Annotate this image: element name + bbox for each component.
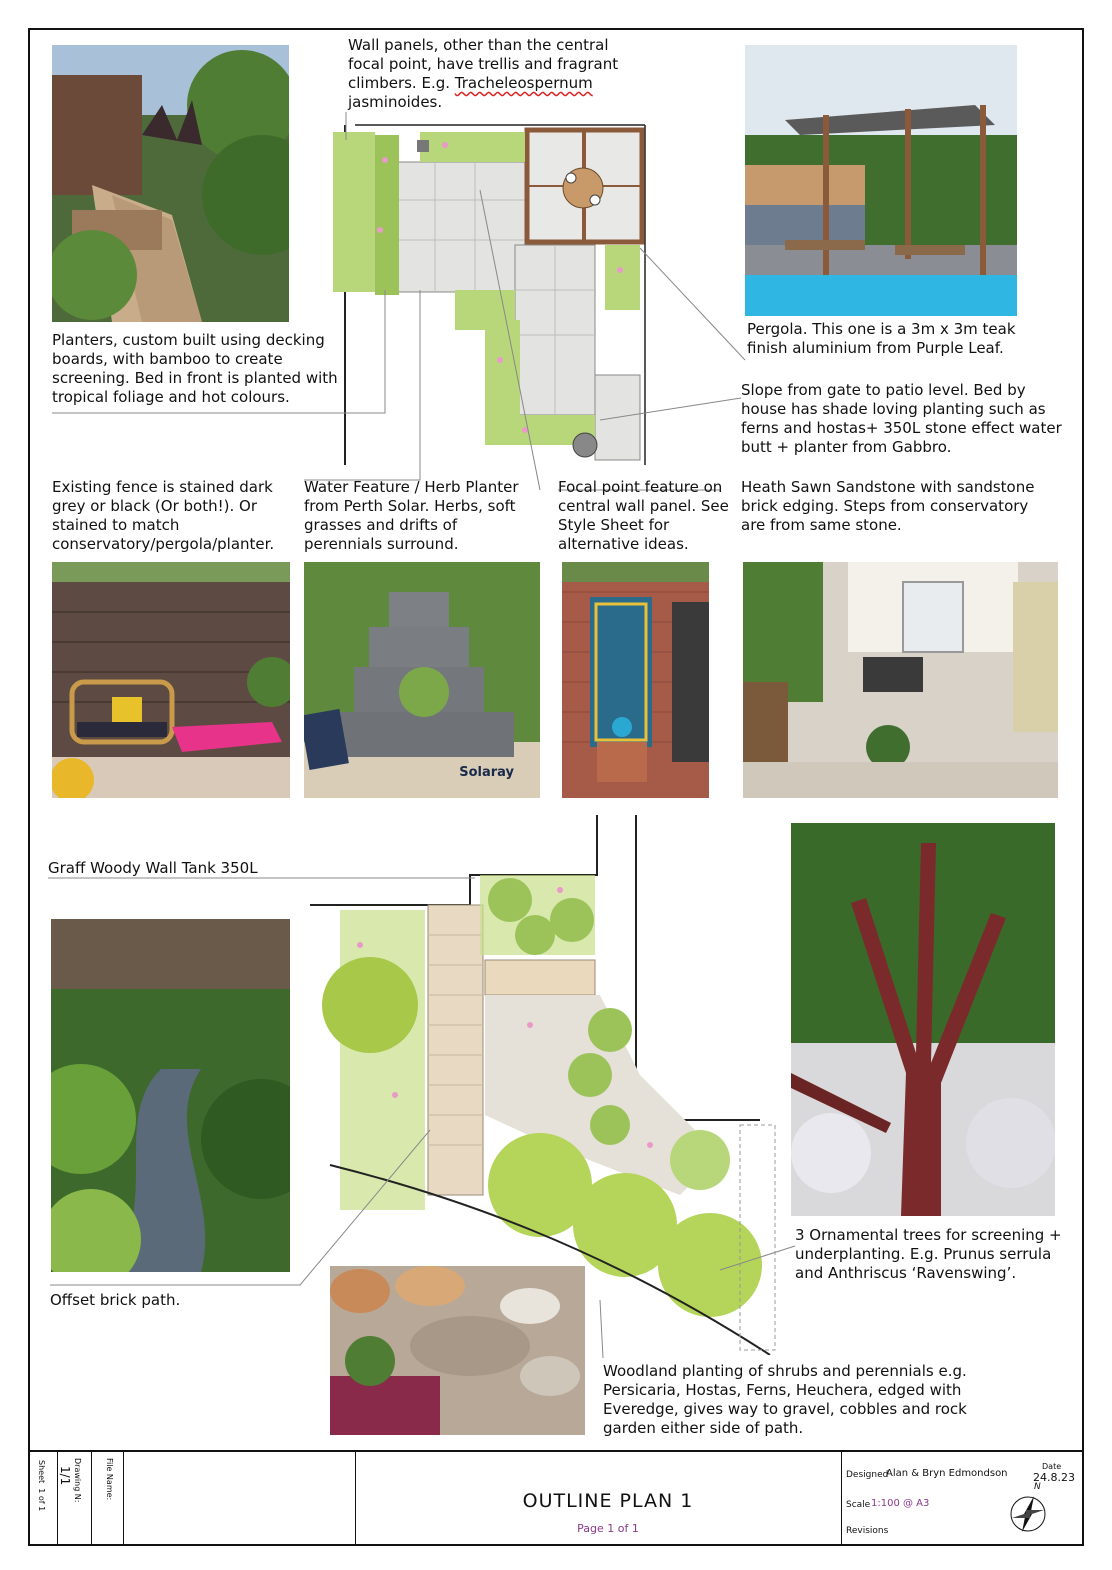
note-focal-point: Focal point feature on central wall panel. See Style Sheet for alternative ideas.	[558, 478, 729, 553]
water-feature-photo	[304, 562, 540, 798]
note-brick-path: Offset brick path.	[50, 1291, 181, 1309]
pergola-photo	[745, 45, 1017, 316]
page-indicator: Page 1 of 1	[577, 1522, 639, 1535]
note-slope: Slope from gate to patio level. Bed by house has shade loving planting such as ferns and hostas+ 350L stone effect water butt + planter from Gabbro.	[741, 381, 1062, 456]
file-name-cell	[92, 1452, 124, 1546]
file-name-label: File Name:	[105, 1458, 114, 1501]
note-fence: Existing fence is stained dark grey or black (Or both!). Or stained to match conservatory/pergola/planter.	[52, 478, 275, 553]
note-wall-tank: Graff Woody Wall Tank 350L	[48, 859, 258, 877]
date-value: 24.8.23	[1033, 1471, 1075, 1484]
title-block	[28, 1450, 1084, 1546]
drawing-value: 1/1	[58, 1466, 72, 1486]
north-arrow-icon	[1006, 1482, 1050, 1534]
revisions-label: Revisions	[846, 1526, 889, 1536]
sandstone-patio-photo	[743, 562, 1058, 798]
note-pergola: Pergola. This one is a 3m x 3m teak finish aluminium from Purple Leaf.	[747, 320, 1016, 357]
sheet-value: 1 of 1	[37, 1488, 46, 1512]
solaray-logo: Solaray	[459, 765, 514, 780]
note-woodland-planting: Woodland planting of shrubs and perennials e.g. Persicaria, Hostas, Ferns, Heuchera, edged with Everedge, gives way to gravel, cobbles and rock garden either side of path.	[603, 1362, 967, 1437]
plant-name-tracheleospernum: Tracheleospernum	[454, 74, 593, 92]
upper-garden-plan	[325, 120, 655, 465]
lower-garden-plan	[300, 815, 790, 1355]
cherry-tree-photo	[791, 823, 1055, 1216]
drawing-label: Drawing N:	[73, 1458, 82, 1503]
note-water-feature: Water Feature / Herb Planter from Perth Solar. Herbs, soft grasses and drifts of perennials surround.	[304, 478, 519, 553]
note-planters: Planters, custom built using decking boards, with bamboo to create screening. Bed in front is planted with tropical foliage and hot colours.	[52, 331, 338, 406]
drawing-number-cell	[58, 1452, 92, 1546]
date-label: Date	[1042, 1462, 1062, 1471]
designed-label: Designed	[846, 1470, 889, 1480]
note-wall-panels-text: Wall panels, other than the central focal point, have trellis and fragrant climbers. E.g.	[348, 36, 619, 92]
note-wall-panels	[348, 36, 633, 112]
plant-name-jasminoides: jasminoides.	[348, 93, 443, 111]
fence-photo	[52, 562, 290, 798]
sheet-label: Sheet	[37, 1460, 46, 1484]
planter-decking-photo	[52, 45, 289, 322]
note-ornamental-trees: 3 Ornamental trees for screening + underplanting. E.g. Prunus serrula and Anthriscus ‘Ravenswing’.	[795, 1226, 1062, 1282]
designer-names: Alan & Bryn Edmondson	[886, 1468, 1008, 1479]
north-label: N	[1034, 1482, 1041, 1492]
drawing-title: OUTLINE PLAN 1	[522, 1490, 694, 1512]
scale-label: Scale	[846, 1500, 871, 1510]
note-sandstone: Heath Sawn Sandstone with sandstone brick edging. Steps from conservatory are from same stone.	[741, 478, 1035, 534]
brick-path-photo	[51, 919, 290, 1272]
focal-point-photo	[562, 562, 709, 798]
sheet-cell	[28, 1452, 58, 1546]
scale-value: 1:100 @ A3	[871, 1498, 930, 1509]
